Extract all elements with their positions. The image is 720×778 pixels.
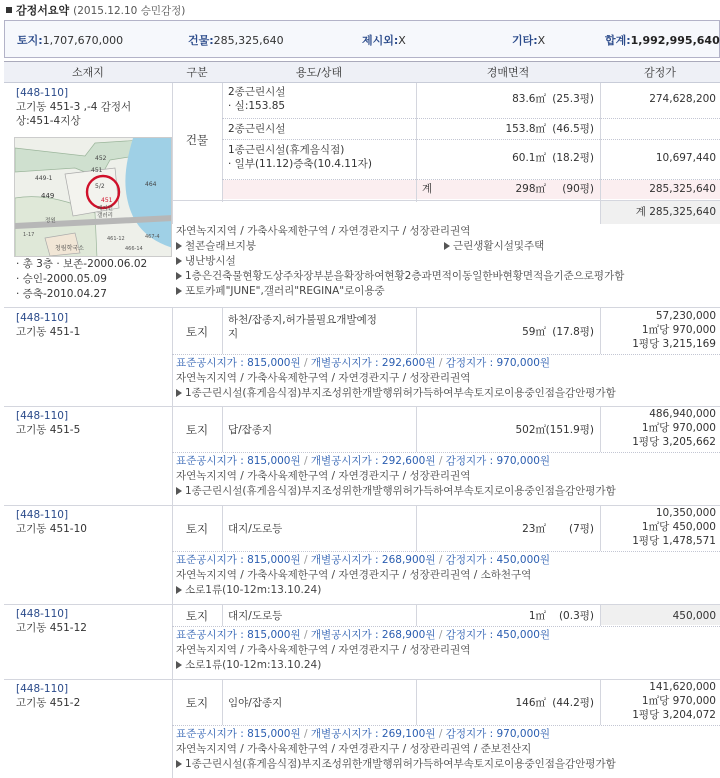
parcel-zone: 자연녹지지역 / 가축사육제한구역 / 자연경관지구 / 성장관리권역 / 준보전산지: [176, 743, 532, 755]
bldg-row3-area: 60.1㎡: [512, 152, 546, 164]
col-price: 감정가: [600, 61, 720, 83]
parcel-zone: 자연녹지지역 / 가축사육제한구역 / 자연경관지구 / 성장관리권역: [176, 470, 471, 482]
parcel-note: 1종근린시설(휴게음식점)부지조성위한개발행위허가득하여부속토지로이용중인점을감안평가함: [176, 757, 616, 772]
building-info-2: · 승인-2000.05.09: [16, 273, 107, 285]
parcel-area: 502㎡: [515, 424, 546, 436]
bullet-square-icon: [6, 7, 12, 13]
bldg-row3-use2: · 일부(11.12)증축(10.4.11자): [228, 158, 372, 170]
triangle-bullet-icon: [444, 242, 450, 250]
col-type: 구분: [172, 61, 222, 83]
map-label: 452: [95, 155, 107, 162]
parcel-pyeong: (151.9평): [545, 424, 594, 436]
official-land-prices: 표준공시지가 : 815,000원 / 개별공시지가 : 269,100원 / 감정지가 : 970,000원: [176, 728, 551, 740]
triangle-bullet-icon: [176, 389, 182, 397]
map-label: 레지던: [97, 206, 113, 212]
bldg-row2-pyeong: (46.5평): [552, 123, 594, 135]
price-figure: 감정지가 : 970,000원: [445, 357, 551, 369]
col-use: 용도/상태: [222, 61, 416, 83]
parcel-address: 고기동 451-10: [16, 523, 87, 535]
map-label: 464: [145, 181, 157, 188]
building-lot[interactable]: [448-110]: [16, 87, 69, 99]
price-figure: 표준공시지가 : 815,000원: [176, 629, 301, 641]
bldg-subtotal-area: 298㎡: [515, 183, 546, 195]
building-info-3: · 증축-2010.04.27: [16, 288, 107, 300]
bldg-row3-use1: 1종근린시설(휴게음식점): [228, 144, 345, 156]
parcel-note: 1종근린시설(휴게음식점)부지조성위한개발행위허가득하여부속토지로이용중인점을감안평가함: [176, 386, 616, 401]
parcel-use: 대지/도로등: [228, 523, 283, 535]
parcel-area: 23㎡: [522, 523, 546, 535]
triangle-bullet-icon: [176, 586, 182, 594]
bldg-subtotal-price: 285,325,640: [649, 183, 716, 195]
map-label: 5/2: [95, 183, 105, 190]
triangle-bullet-icon: [176, 272, 182, 280]
parcel-price: 57,230,000: [655, 310, 716, 322]
map-label: 449-1: [35, 175, 53, 182]
parcel-address: 고기동 451-5: [16, 424, 81, 436]
building-info-1: · 총 3층 · 보존-2000.06.02: [16, 258, 148, 270]
parcel-lot[interactable]: [448-110]: [16, 312, 69, 324]
parcel-price: 486,940,000: [649, 408, 716, 420]
official-land-prices: 표준공시지가 : 815,000원 / 개별공시지가 : 268,900원 / 감정지가 : 450,000원: [176, 554, 551, 566]
bldg-subtotal-label: 계: [422, 183, 433, 195]
parcel-type: 토지: [185, 696, 209, 710]
summary-excluded: 제시외:X: [362, 34, 406, 47]
price-figure: 표준공시지가 : 815,000원: [176, 554, 301, 566]
price-figure: 감정지가 : 450,000원: [445, 554, 551, 566]
parcel-note: 소로1류(10-12m:13.10.24): [176, 658, 321, 673]
parcel-price-per-pyeong: 1평당 1,478,571: [632, 535, 716, 547]
parcel-area: 146㎡: [515, 697, 546, 709]
parcel-lot[interactable]: [448-110]: [16, 608, 69, 620]
parcel-use: 답/잡종지: [228, 424, 273, 436]
parcel-use: 하천/잡종지,허가불필요개발예정: [228, 314, 377, 326]
parcel-pyeong: (7평): [568, 523, 594, 535]
price-figure: 개별공시지가 : 292,600원: [310, 455, 436, 467]
price-figure: 감정지가 : 970,000원: [445, 455, 551, 467]
parcel-type: 토지: [185, 609, 209, 623]
parcel-pyeong: (44.2평): [552, 697, 594, 709]
section-subtitle: (2015.12.10 승민감정): [73, 4, 186, 17]
price-figure: 개별공시지가 : 268,900원: [310, 554, 436, 566]
map-label: 451: [91, 167, 103, 174]
bldg-note: 포토카페"JUNE",갤러리"REGINA"로이용중: [176, 284, 385, 299]
parcel-address: 고기동 451-2: [16, 697, 81, 709]
parcel-price-per-sqm: 1㎡당 970,000: [641, 695, 716, 707]
bldg-zone: 자연녹지지역 / 가축사육제한구역 / 자연경관지구 / 성장관리권역: [176, 225, 471, 237]
parcel-zone: 자연녹지지역 / 가축사육제한구역 / 자연경관지구 / 성장관리권역: [176, 372, 471, 384]
triangle-bullet-icon: [176, 487, 182, 495]
bldg-row3-price: 10,697,440: [655, 152, 716, 164]
col-location: 소재지: [4, 61, 172, 83]
parcel-lot[interactable]: [448-110]: [16, 683, 69, 695]
section-header: [0, 0, 720, 20]
summary-bar: [4, 20, 720, 58]
official-land-prices: 표준공시지가 : 815,000원 / 개별공시지가 : 292,600원 / 감정지가 : 970,000원: [176, 357, 551, 369]
parcel-price-per-sqm: 1㎡당 970,000: [641, 422, 716, 434]
triangle-bullet-icon: [176, 287, 182, 295]
triangle-bullet-icon: [176, 661, 182, 669]
bldg-note: 근린생활시설및주택: [444, 239, 544, 254]
price-figure: 표준공시지가 : 815,000원: [176, 357, 301, 369]
parcel-note: 1종근린시설(휴게음식점)부지조성위한개발행위허가득하여부속토지로이용중인점을감안평가함: [176, 484, 616, 499]
parcel-lot[interactable]: [448-110]: [16, 509, 69, 521]
parcel-price: 450,000: [672, 610, 716, 622]
location-map-thumbnail[interactable]: [14, 137, 172, 257]
parcel-price-per-pyeong: 1평당 3,204,072: [632, 709, 716, 721]
bldg-subtotal-pyeong: (90평): [562, 183, 594, 195]
parcel-use-cont: 지: [228, 328, 239, 340]
parcel-zone: 자연녹지지역 / 가축사육제한구역 / 자연경관지구 / 성장관리권역: [176, 644, 471, 656]
parcel-price-per-sqm: 1㎡당 450,000: [641, 521, 716, 533]
map-label: 1-17: [23, 232, 35, 238]
bldg-note: 철콘슬래브지붕: [176, 239, 256, 254]
parcel-price: 10,350,000: [655, 507, 716, 519]
parcel-type: 토지: [185, 522, 209, 536]
price-figure: 표준공시지가 : 815,000원: [176, 728, 301, 740]
bldg-row1-area: 83.6㎡: [512, 93, 546, 105]
bldg-row1-use1: 2종근린시설: [228, 86, 286, 98]
summary-total: 합계:1,992,995,640: [605, 34, 720, 47]
parcel-price-per-sqm: 1㎡당 970,000: [641, 324, 716, 336]
bldg-row1-use2: · 실:153.85: [228, 100, 286, 112]
triangle-bullet-icon: [176, 257, 182, 265]
parcel-area: 1㎡: [528, 610, 546, 622]
parcel-address: 고기동 451-12: [16, 622, 87, 634]
parcel-area: 59㎡: [522, 326, 546, 338]
section-title: 감정서요약: [16, 4, 70, 17]
parcel-note: 소로1류(10-12m:13.10.24): [176, 583, 321, 598]
building-type: 건물: [185, 133, 209, 147]
parcel-use: 대지/도로등: [228, 610, 283, 622]
price-figure: 감정지가 : 970,000원: [445, 728, 551, 740]
col-area: 경매면적: [416, 61, 600, 83]
summary-other: 기타:X: [512, 34, 546, 47]
triangle-bullet-icon: [176, 760, 182, 768]
map-label: 청림학국소: [55, 245, 84, 252]
official-land-prices: 표준공시지가 : 815,000원 / 개별공시지가 : 292,600원 / 감정지가 : 970,000원: [176, 455, 551, 467]
price-figure: 감정지가 : 450,000원: [445, 629, 551, 641]
parcel-type: 토지: [185, 325, 209, 339]
bldg-row1-price: 274,628,200: [649, 93, 716, 105]
parcel-pyeong: (0.3평): [558, 610, 594, 622]
map-label: 467-4: [145, 234, 160, 240]
map-label: 466-14: [125, 246, 143, 252]
parcel-price-per-pyeong: 1평당 3,205,662: [632, 436, 716, 448]
price-figure: 개별공시지가 : 268,900원: [310, 629, 436, 641]
bldg-row3-pyeong: (18.2평): [552, 152, 594, 164]
parcel-address: 고기동 451-1: [16, 326, 81, 338]
bldg-note: 냉난방시설: [176, 254, 236, 269]
parcel-price: 141,620,000: [649, 681, 716, 693]
summary-building: 건물:285,325,640: [188, 34, 284, 47]
bldg-row2-area: 153.8㎡: [505, 123, 546, 135]
map-label: 정원: [45, 218, 56, 224]
parcel-zone: 자연녹지지역 / 가축사육제한구역 / 자연경관지구 / 성장관리권역 / 소하천구역: [176, 569, 532, 581]
price-figure: 개별공시지가 : 292,600원: [310, 357, 436, 369]
price-figure: 표준공시지가 : 815,000원: [176, 455, 301, 467]
parcel-lot[interactable]: [448-110]: [16, 410, 69, 422]
map-label: 449: [41, 192, 55, 200]
summary-land: 토지:1,707,670,000: [17, 34, 124, 47]
map-label: 451: [101, 197, 113, 204]
building-addr1: 고기동 451-3 ,-4 감정서: [16, 101, 132, 113]
bldg-row1-pyeong: (25.3평): [552, 93, 594, 105]
bldg-row2-use1: 2종근린시설: [228, 123, 286, 135]
parcel-price-per-pyeong: 1평당 3,215,169: [632, 338, 716, 350]
bldg-note: 1층은건축물현황도상주차장부분을확장하여현황2층과면적이동일한바현황면적을기준으로평가함: [176, 269, 624, 284]
building-addr2: 상:451-4지상: [16, 115, 81, 127]
bldg-grand-total: 계 285,325,640: [635, 206, 716, 218]
parcel-type: 토지: [185, 423, 209, 437]
map-drawing: [15, 138, 172, 257]
parcel-use: 임야/잡종지: [228, 697, 283, 709]
parcel-pyeong: (17.8평): [552, 326, 594, 338]
price-figure: 개별공시지가 : 269,100원: [310, 728, 436, 740]
triangle-bullet-icon: [176, 242, 182, 250]
official-land-prices: 표준공시지가 : 815,000원 / 개별공시지가 : 268,900원 / 감정지가 : 450,000원: [176, 629, 551, 641]
map-label: 461-12: [107, 236, 125, 242]
map-label: 갤러리: [97, 213, 113, 219]
